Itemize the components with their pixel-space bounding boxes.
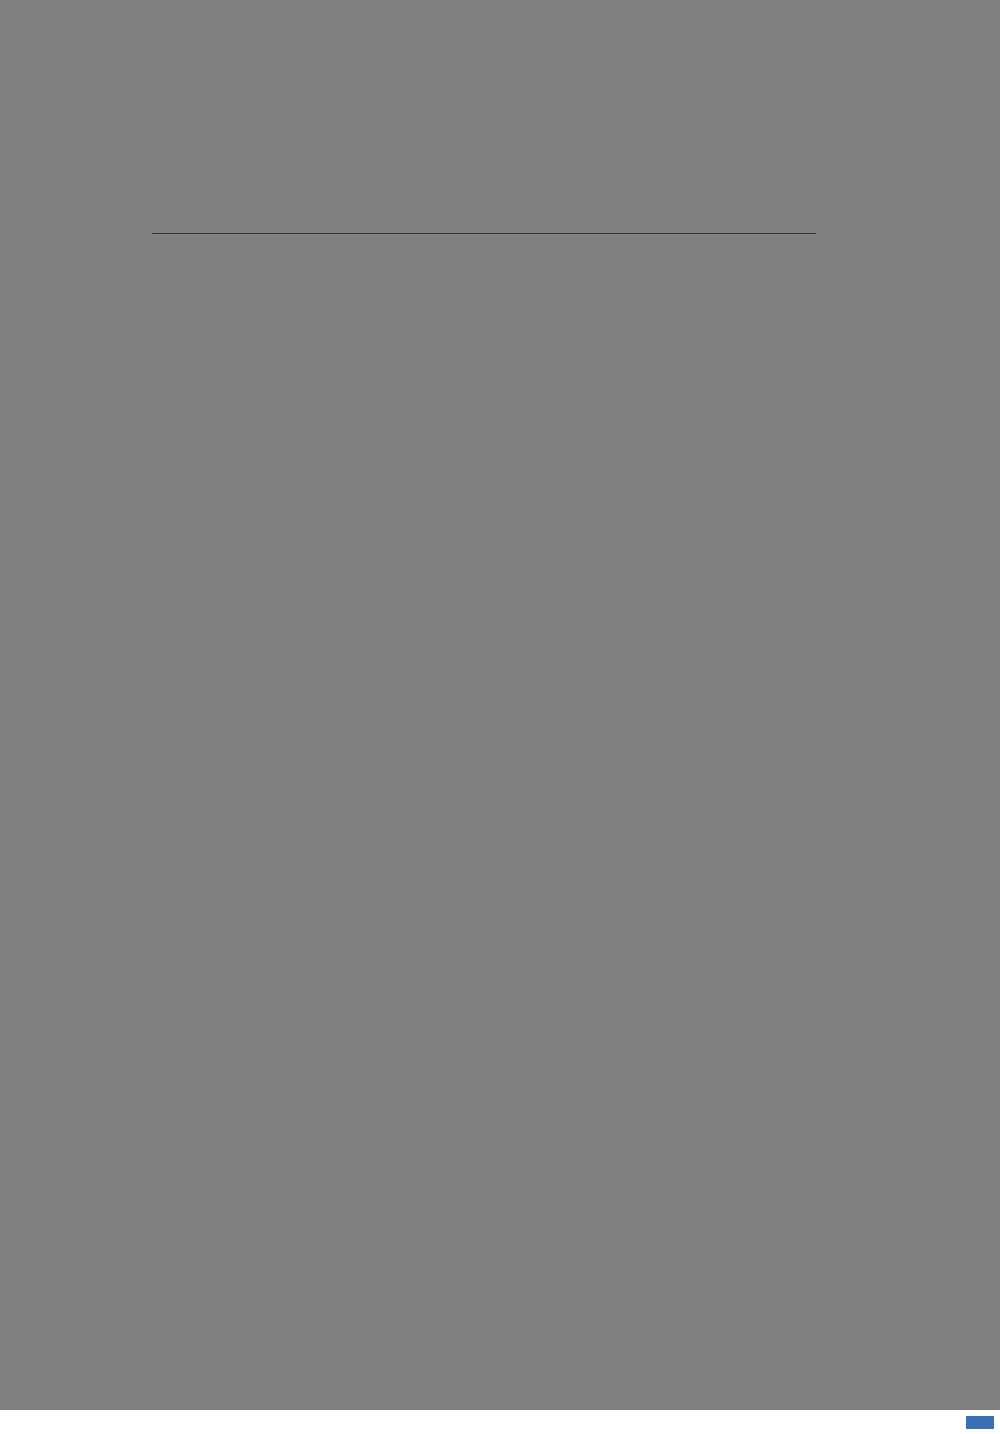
heading-rule	[152, 233, 816, 234]
folio-heading	[152, 196, 156, 216]
dfg-logo-icon	[966, 1416, 994, 1429]
funding-banner	[0, 1410, 1000, 1434]
